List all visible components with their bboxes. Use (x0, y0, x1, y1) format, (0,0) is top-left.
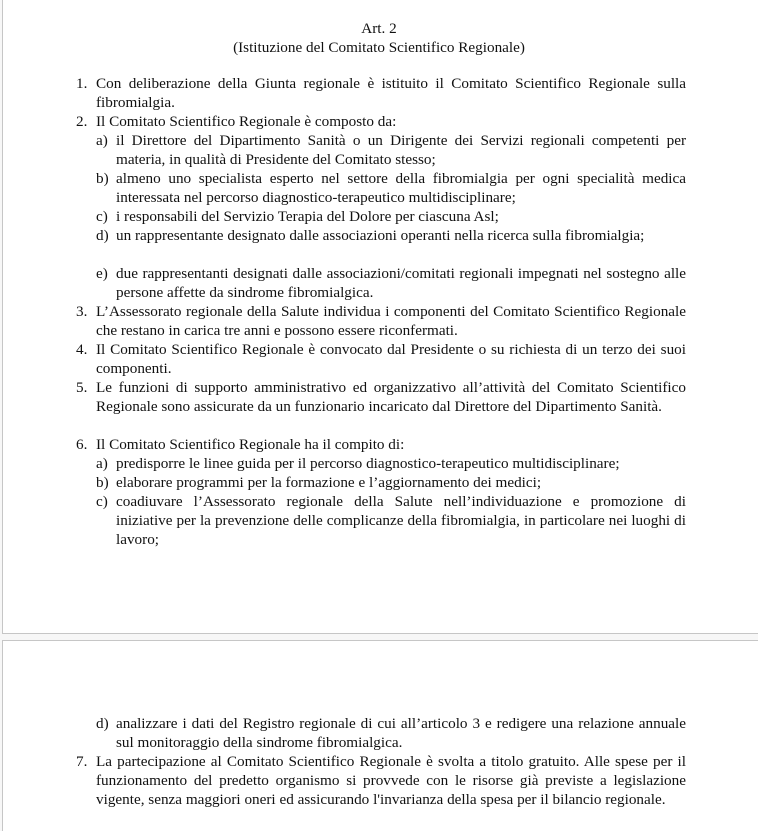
sub-item-letter: d) (96, 715, 109, 732)
sub-item-text: un rappresentante designato dalle associazioni operanti nella ricerca sulla fibromialgia; (116, 227, 645, 244)
sub-item-letter: c) (96, 208, 108, 225)
item-number: 4. (76, 341, 88, 358)
item-text: L’Assessorato regionale della Salute individua i componenti del Comitato Scientifico Regionale che restano in carica tre anni e possono essere riconfermati. (96, 303, 686, 339)
article-title: Art. 2 (361, 20, 397, 37)
sub-item-6d (96, 714, 686, 752)
sub-item-letter: d) (96, 227, 109, 244)
sub-item-text: i responsabili del Servizio Terapia del Dolore per ciascuna Asl; (116, 208, 499, 225)
sub-item-letter: c) (96, 493, 108, 510)
sub-item-2e (96, 264, 686, 302)
item-text: La partecipazione al Comitato Scientifico Regionale è svolta a titolo gratuito. Alle spese per il funzionamento del predetto organismo si provvede con le risorse già previste a legislazione vigente, senza maggiori oneri ed assicurando l'invarianza della spesa per il bilancio regionale. (96, 753, 686, 808)
sub-item-letter: e) (96, 265, 108, 282)
sub-item-text: coadiuvare l’Assessorato regionale della Salute nell’individuazione e promozione di iniziative per la prevenzione delle complicanze della fibromialgia, in particolare nei luoghi di lavoro; (116, 493, 686, 548)
list-item-7 (76, 752, 686, 809)
list-item-2 (76, 112, 686, 131)
item-number: 5. (76, 379, 88, 396)
sub-item-2a (96, 131, 686, 169)
item-number: 7. (76, 753, 88, 770)
list-item-6 (76, 435, 686, 454)
sub-item-text: il Direttore del Dipartimento Sanità o un Dirigente dei Servizi regionali competenti per materia, in qualità di Presidente del Comitato stesso; (116, 132, 686, 168)
item-number: 1. (76, 75, 88, 92)
sub-item-2d (96, 226, 686, 245)
sub-item-letter: b) (96, 474, 109, 491)
item-text: Il Comitato Scientifico Regionale è composto da: (96, 113, 397, 130)
item-number: 3. (76, 303, 88, 320)
item-text: Il Comitato Scientifico Regionale ha il compito di: (96, 436, 405, 453)
item-text: Le funzioni di supporto amministrativo ed organizzativo all’attività del Comitato Scientifico Regionale sono assicurate da un funzionario incaricato dal Direttore del Dipartimento Sanità. (96, 379, 686, 415)
item-number: 6. (76, 436, 88, 453)
item-text: Con deliberazione della Giunta regionale è istituito il Comitato Scientifico Regionale sulla fibromialgia. (96, 75, 686, 111)
list-item-1 (76, 74, 686, 112)
sub-item-text: analizzare i dati del Registro regionale di cui all’articolo 3 e redigere una relazione annuale sul monitoraggio della sindrome fibromialgica. (116, 715, 686, 751)
sub-item-text: elaborare programmi per la formazione e l’aggiornamento dei medici; (116, 474, 542, 491)
sub-item-text: due rappresentanti designati dalle associazioni/comitati regionali impegnati nel sostegno alle persone affette da sindrome fibromialgica. (116, 265, 686, 301)
sub-item-6c (96, 492, 686, 549)
sub-item-2c (96, 207, 686, 226)
list-item-5 (76, 378, 686, 416)
item-number: 2. (76, 113, 88, 130)
list-item-4 (76, 340, 686, 378)
item-text: Il Comitato Scientifico Regionale è convocato dal Presidente o su richiesta di un terzo dei suoi componenti. (96, 341, 686, 377)
sub-item-6b (96, 473, 686, 492)
sub-item-6a (96, 454, 686, 473)
article-subtitle: (Istituzione del Comitato Scientifico Regionale) (233, 39, 525, 56)
sub-item-letter: a) (96, 455, 108, 472)
sub-item-letter: b) (96, 170, 109, 187)
sub-item-2b (96, 169, 686, 207)
sub-item-letter: a) (96, 132, 108, 149)
sub-item-text: predisporre le linee guida per il percorso diagnostico-terapeutico multidisciplinare; (116, 455, 620, 472)
list-item-3 (76, 302, 686, 340)
sub-item-text: almeno uno specialista esperto nel settore della fibromialgia per ogni specialità medica interessata nel percorso diagnostico-terapeutico multidisciplinare; (116, 170, 686, 206)
